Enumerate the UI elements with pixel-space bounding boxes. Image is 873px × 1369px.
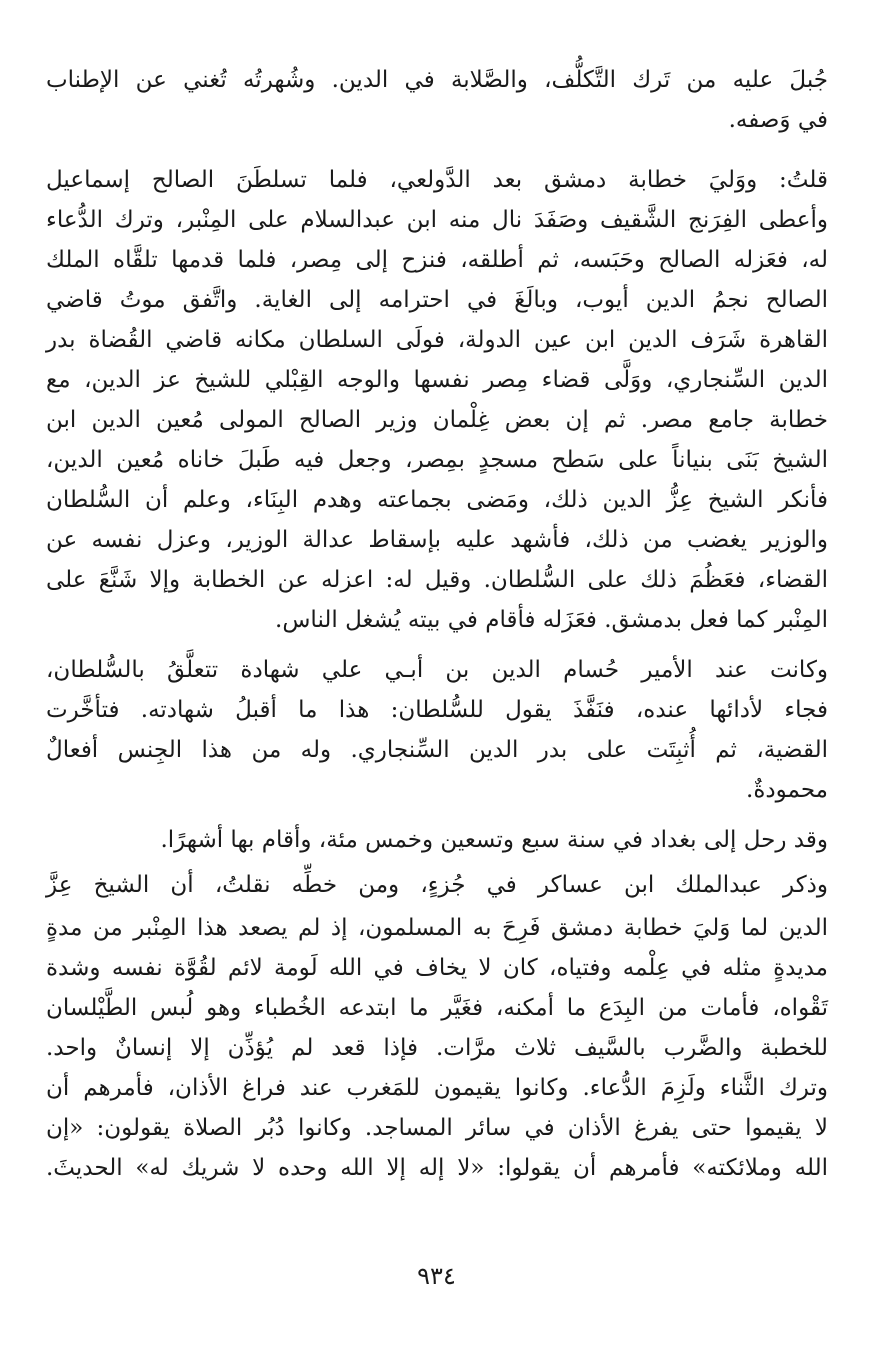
text-line: الدين السِّنجاري، ووَلَّى قضاء مِصر نفسها والوجه القِبْلي للشيخ عز الدين، مع (46, 367, 829, 393)
text-line: فجاء لأدائها عنده، فنَفَّذَ يقول للسُّلطان: هذا ما أقبلُ شهادته. فتأخَّرت (46, 697, 828, 723)
text-line: جُبلَ عليه من تَرك التَّكلُّف، والصَّلابة في الدين. وشُهرتُه تُغني عن الإطناب (46, 67, 828, 93)
text-line: الله وملائكته» فأمرهم أن يقولوا: «لا إله إلا الله وحده لا شريك له» الحديثَ. (46, 1155, 828, 1181)
text-line: للخطبة والضَّرب بالسَّيف ثلاث مرَّات. فإذا قعد لم يُؤذِّن إلا إنسانٌ واحد. (46, 1035, 828, 1061)
text-line: قلتُ: ووَليَ خطابة دمشق بعد الدَّولعي، فلما تسلطَنَ الصالح إسماعيل (46, 167, 828, 193)
page-number: ٩٣٤ (417, 1262, 456, 1290)
text-line: الصالح نجمُ الدين أيوب، وبالَغَ في احترامه إلى الغاية. واتَّفق موتُ قاضي (46, 287, 828, 313)
text-line: المِنْبر كما فعل بدمشق. فعَزَله فأقام في بيته يُشغل الناس. (275, 607, 828, 633)
text-line: القضية، ثم أُثبِتَت على بدر الدين السِّنجاري. وله من هذا الجِنس أفعالٌ (46, 737, 828, 763)
text-line: خطابة جامع مصر. ثم إن بعض غِلْمان وزير الصالح المولى مُعين الدين ابن (46, 407, 828, 433)
text-line: القاهرة شَرَف الدين ابن عين الدولة، فولَى السلطان مكانه قاضي القُضاة بدر (46, 327, 828, 353)
text-line: وكانت عند الأمير حُسام الدين بن أبـي علي شهادة تتعلَّقُ بالسُّلطان، (46, 657, 828, 683)
text-line: الدين لما وَليَ خطابة دمشق فَرِحَ به المسلمون، إذ لم يصعد هذا المِنْبر من مدةٍ (46, 915, 828, 941)
text-line: والوزير يغضب من ذلك، فأشهد عليه بإسقاط عدالة الوزير، وعزل نفسه عن (46, 527, 828, 553)
text-line: مديدةٍ مثله في عِلْمه وفتياه، كان لا يخاف في الله لَومة لائم لقُوَّة نفسه وشدة (46, 955, 828, 981)
text-line: القضاء، فعَظُمَ ذلك على السُّلطان. وقيل له: اعزله عن الخطابة وإلا شَنَّعَ على (46, 567, 828, 593)
text-line: وقد رحل إلى بغداد في سنة سبع وتسعين وخمس مئة، وأقام بها أشهرًا. (160, 827, 828, 853)
text-line: له، فعَزله الصالح وحَبَسه، ثم أطلقه، فنزح إلى مِصر، فلما قدمها تلقَّاه الملك (46, 247, 828, 273)
text-line: تَقْواه، فأمات من البِدَع ما أمكنه، فغَيَّر ما ابتدعه الخُطباء وهو لُبس الطَّيْلسان (46, 995, 828, 1021)
text-line: وأعطى الفِرَنج الشَّقيف وصَفَدَ نال منه ابن عبدالسلام على المِنْبر، وترك الدُّعاء (46, 207, 828, 233)
text-line: وذكر عبدالملك ابن عساكر في جُزءٍ، ومن خطِّه نقلتُ، أن الشيخ عِزَّ (46, 872, 828, 898)
text-line: وترك الثَّناء ولَزِمَ الدُّعاء. وكانوا يقيمون للمَغرب عند فراغ الأذان، فأمرهم أن (46, 1075, 828, 1101)
text-line: محمودةٌ. (746, 777, 828, 803)
text-line: الشيخ بَنَى بنياناً على سَطح مسجدٍ بمِصر، وجعل فيه طَبلَ خاناه مُعين الدين، (46, 447, 828, 473)
text-line: فأنكر الشيخ عِزُّ الدين ذلك، ومَضى بجماعته وهدم البِنَاء، وعلم أن السُّلطان (46, 487, 828, 513)
text-line: لا يقيموا حتى يفرغ الأذان في سائر المساجد. وكانوا دُبُر الصلاة يقولون: «إن (46, 1115, 828, 1141)
text-line: في وَصفه. (728, 107, 828, 133)
